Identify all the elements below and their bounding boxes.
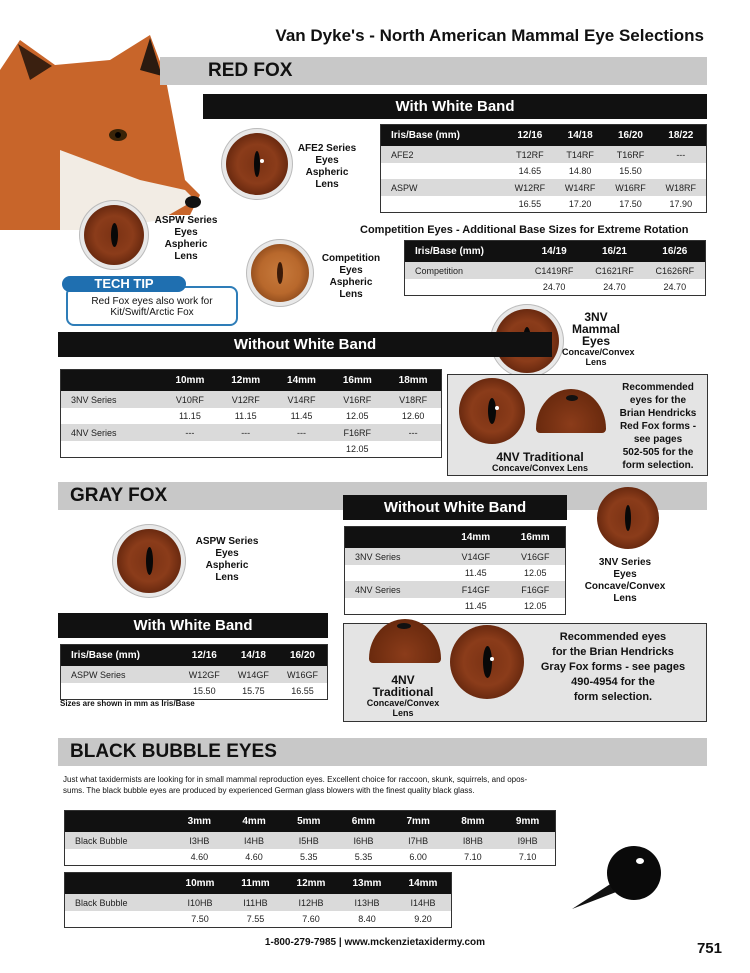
red-fox-section-bar <box>160 57 707 85</box>
table-header: 18mm <box>385 370 441 391</box>
aspw-eye-image <box>84 205 144 265</box>
table-header: Iris/Base (mm) <box>381 125 505 146</box>
item-price: 14.80 <box>568 166 592 176</box>
table-row <box>61 683 327 699</box>
gray-fox-without-band-table <box>344 526 566 615</box>
caption-line: Aspheric <box>205 560 249 571</box>
item-code: F14GF <box>446 581 506 598</box>
table-header: 11mm <box>228 873 283 894</box>
recommend-line: Recommended eyes <box>559 631 667 643</box>
table-row <box>381 196 706 212</box>
caption-line: Competition <box>321 253 381 264</box>
caption-line: Lens <box>585 357 607 367</box>
row-name: AFE2 <box>381 146 505 163</box>
tech-tip-text <box>68 288 236 318</box>
item-price: 7.55 <box>246 914 265 924</box>
caption-line: Lens <box>215 572 239 583</box>
gray-fox-without-band-title: Without White Band <box>343 495 567 520</box>
item-code: T14RF <box>555 146 605 163</box>
black-bubble-section-title: BLACK BUBBLE EYES <box>70 741 277 762</box>
table-header: 16mm <box>329 370 385 391</box>
table-header: 14/19 <box>524 241 584 262</box>
row-name: 4NV Series <box>61 424 162 441</box>
gray-fox-section-title: GRAY FOX <box>70 485 168 506</box>
caption-line: ASPW Series <box>154 215 218 226</box>
item-code: I8HB <box>446 832 501 849</box>
caption-line: Eyes <box>339 265 363 276</box>
table-header: 12mm <box>218 370 274 391</box>
table-header: 14mm <box>395 873 451 894</box>
row-name: ASPW Series <box>61 666 180 683</box>
red-fox-recommend-text <box>612 381 704 472</box>
gray-fox-recommend-text <box>528 630 698 705</box>
table-header <box>65 873 172 894</box>
red-fox-without-band-table <box>60 369 442 458</box>
item-code: V14RF <box>274 391 330 408</box>
red-fox-with-band-title: With White Band <box>203 94 707 119</box>
pupil-icon <box>111 223 118 247</box>
caption-line: Lens <box>339 289 363 300</box>
item-price: 5.35 <box>354 852 373 862</box>
glint-icon <box>260 159 264 163</box>
item-code: I10HB <box>172 894 228 911</box>
recommend-line: 490-4954 for the <box>571 676 655 688</box>
table-row <box>65 894 451 911</box>
item-code: W16RF <box>605 179 655 196</box>
item-code: W14RF <box>555 179 605 196</box>
caption-line: Concave/Convex <box>562 347 635 357</box>
item-price: 11.45 <box>464 568 487 578</box>
table-header: 12mm <box>283 873 339 894</box>
competition-title: Competition Eyes - Additional Base Sizes for Extreme Rotation <box>360 224 689 236</box>
item-code: T12RF <box>505 146 555 163</box>
item-code: --- <box>274 424 330 441</box>
caption-line: Lens <box>613 593 637 604</box>
item-price: 12.05 <box>523 601 547 611</box>
recommend-line: form selection. <box>573 691 653 703</box>
table-header <box>65 811 172 832</box>
item-price: 15.50 <box>619 166 642 176</box>
item-code: F16RF <box>329 424 385 441</box>
table-header: 7mm <box>391 811 446 832</box>
page-number: 751 <box>696 940 722 957</box>
table-row <box>61 666 327 683</box>
table-row <box>381 146 706 163</box>
item-code: --- <box>656 146 706 163</box>
tip-line: Kit/Swift/Arctic Fox <box>110 307 194 318</box>
item-code: W18RF <box>656 179 706 196</box>
table-row <box>61 424 441 441</box>
gray-fox-4nv-eye-image <box>450 625 524 699</box>
tip-line: Red Fox eyes also work for <box>91 296 213 307</box>
caption-line: 4NV Traditional <box>496 450 584 464</box>
table-header: 3mm <box>172 811 227 832</box>
red-fox-4nv-eye-image <box>459 378 525 444</box>
recommend-line: Red Fox forms - <box>619 421 697 432</box>
row-name: 3NV Series <box>61 391 162 408</box>
table-header: 16/20 <box>278 645 327 666</box>
dome-pupil-icon <box>566 395 578 401</box>
gray-fox-3nv-eye-image <box>597 487 659 549</box>
table-header: 14/18 <box>555 125 605 146</box>
pupil-icon <box>488 398 496 424</box>
black-bubble-description <box>63 774 703 796</box>
recommend-line: form selection. <box>622 460 694 471</box>
recommend-line: Brian Hendricks <box>619 408 697 419</box>
item-price: 7.60 <box>302 914 320 924</box>
item-code: --- <box>218 424 274 441</box>
caption-line: Eyes <box>174 227 198 238</box>
item-code: --- <box>385 424 441 441</box>
pupil-icon <box>146 547 153 575</box>
caption-line: 3NV Series <box>598 557 652 568</box>
table-header: 12/16 <box>180 645 229 666</box>
item-code: F16GF <box>506 581 566 598</box>
caption-line: Concave/Convex <box>584 581 666 592</box>
item-code: I9HB <box>500 832 555 849</box>
item-code: I3HB <box>172 832 227 849</box>
footer-contact: 1-800-279-7985 | www.mckenzietaxidermy.com <box>264 937 486 948</box>
caption-line: AFE2 Series <box>297 143 357 154</box>
table-header: 16/21 <box>584 241 644 262</box>
gray-fox-4nv-caption <box>356 674 450 718</box>
item-price: 6.00 <box>409 852 427 862</box>
table-row <box>61 391 441 408</box>
table-header: Iris/Base (mm) <box>61 645 180 666</box>
table-header: 10mm <box>172 873 228 894</box>
item-price: 11.15 <box>234 411 257 421</box>
item-price: 15.50 <box>193 686 216 696</box>
item-price <box>218 441 274 457</box>
caption-line: Lens <box>174 251 198 262</box>
caption-line: Aspheric <box>164 239 208 250</box>
item-price <box>656 163 706 179</box>
gray-fox-aspw-caption <box>192 536 262 584</box>
row-name: 3NV Series <box>345 548 446 565</box>
pupil-icon <box>254 151 260 177</box>
item-price: 17.50 <box>619 199 642 209</box>
sizes-note: Sizes are shown in mm as Iris/Base <box>60 699 195 708</box>
tech-tip-box <box>66 286 238 326</box>
item-price: 7.50 <box>191 914 209 924</box>
table-row <box>345 598 565 614</box>
item-price: 24.70 <box>542 282 566 292</box>
table-row <box>345 548 565 565</box>
table-row <box>61 441 441 457</box>
item-price: 9.20 <box>414 914 432 924</box>
competition-table <box>404 240 706 296</box>
competition-caption <box>318 253 384 301</box>
item-price: 7.10 <box>464 852 482 862</box>
description-line: sums. The black bubble eyes are produced by experienced German glass blowers with the finest quality black glass. <box>63 786 475 795</box>
description-line: Just what taxidermists are looking for in small mammal reproduction eyes. Excellent choice for raccoon, skunk, squirrels, and opos- <box>63 775 528 784</box>
recommend-line: Gray Fox forms - see pages <box>540 661 686 673</box>
item-code: I5HB <box>281 832 336 849</box>
item-price: 12.05 <box>523 568 547 578</box>
red-fox-3nv-caption <box>562 310 635 367</box>
table-header: 14mm <box>274 370 330 391</box>
item-code: V18RF <box>385 391 441 408</box>
table-row <box>65 832 555 849</box>
caption-line: Lens <box>392 708 414 718</box>
table-header: 16mm <box>506 527 566 548</box>
item-code: V14GF <box>446 548 506 565</box>
caption-line: Concave/Convex Lens <box>491 463 589 473</box>
glint-icon <box>495 406 499 410</box>
table-header: 13mm <box>339 873 395 894</box>
pupil-icon <box>483 646 492 678</box>
item-price: 8.40 <box>358 914 376 924</box>
table-row <box>381 179 706 196</box>
item-code: I6HB <box>336 832 391 849</box>
item-price <box>162 441 218 457</box>
table-header: 14mm <box>446 527 506 548</box>
red-fox-with-band-table <box>380 124 707 213</box>
item-code: I11HB <box>228 894 283 911</box>
item-price: 5.35 <box>299 852 318 862</box>
caption-line: Eyes <box>613 569 637 580</box>
competition-eye-image <box>251 244 309 302</box>
item-code: V12RF <box>218 391 274 408</box>
gray-fox-aspw-eye-image <box>117 529 181 593</box>
item-price: 24.70 <box>663 282 687 292</box>
row-name: Black Bubble <box>65 832 172 849</box>
table-header: 18/22 <box>656 125 706 146</box>
item-code: I14HB <box>395 894 451 911</box>
item-price: 4.60 <box>245 852 263 862</box>
caption-line: ASPW Series <box>195 536 259 547</box>
dome-pupil-icon <box>397 623 411 629</box>
item-price: 4.60 <box>190 852 209 862</box>
pupil-icon <box>277 262 283 284</box>
red-fox-4nv-caption <box>470 451 610 473</box>
caption-line: Traditional <box>372 685 434 699</box>
item-price: 14.65 <box>518 166 542 176</box>
red-fox-section-title: RED FOX <box>208 60 293 81</box>
item-code: I4HB <box>227 832 282 849</box>
caption-line: Eyes <box>215 548 239 559</box>
caption-line: Aspheric <box>329 277 373 288</box>
table-header: 12/16 <box>505 125 555 146</box>
item-price: 24.70 <box>603 282 626 292</box>
pupil-icon <box>625 505 631 531</box>
table-header: Iris/Base (mm) <box>405 241 524 262</box>
item-price: 12.05 <box>346 411 369 421</box>
row-name: 4NV Series <box>345 581 446 598</box>
black-bubble-section-bar <box>58 738 707 766</box>
item-price: 12.05 <box>346 444 369 454</box>
black-bubble-table-2 <box>64 872 452 928</box>
recommend-line: see pages <box>633 434 683 445</box>
recommend-line: for the Brian Hendricks <box>552 646 674 658</box>
table-header: 10mm <box>162 370 218 391</box>
item-code: I13HB <box>339 894 395 911</box>
table-header <box>345 527 446 548</box>
red-fox-without-band-title: Without White Band <box>58 332 552 357</box>
afe2-eye-image <box>226 133 288 195</box>
item-code: C1419RF <box>524 262 584 279</box>
table-header: 9mm <box>500 811 555 832</box>
row-name: Black Bubble <box>65 894 172 911</box>
table-row <box>345 581 565 598</box>
item-price: 7.10 <box>518 852 537 862</box>
black-bubble-eye-image <box>568 843 668 913</box>
item-price: 15.75 <box>242 686 265 696</box>
caption-line: Eyes <box>315 155 339 166</box>
table-header: 6mm <box>336 811 391 832</box>
table-header: 8mm <box>446 811 501 832</box>
gray-fox-with-band-title: With White Band <box>58 613 328 638</box>
item-code: V16RF <box>329 391 385 408</box>
table-row <box>65 849 555 865</box>
caption-line: Aspheric <box>305 167 349 178</box>
afe2-caption <box>295 143 359 191</box>
item-price <box>274 441 330 457</box>
gray-fox-with-band-table <box>60 644 328 700</box>
item-code: W14GF <box>229 666 278 683</box>
glint-icon <box>490 657 494 661</box>
recommend-line: 502-505 for the <box>622 447 694 458</box>
item-price: 11.45 <box>464 601 487 611</box>
item-code: I12HB <box>283 894 339 911</box>
caption-line: Concave/Convex <box>366 698 440 708</box>
item-price: 16.55 <box>291 686 314 696</box>
row-name: ASPW <box>381 179 505 196</box>
caption-line: 4NV <box>391 673 415 687</box>
tech-tip-label: TECH TIP <box>62 276 186 292</box>
table-row <box>65 911 451 927</box>
table-header: 14/18 <box>229 645 278 666</box>
table-row <box>345 565 565 581</box>
item-code: W12GF <box>180 666 229 683</box>
item-price: 17.90 <box>669 199 693 209</box>
item-price: 17.20 <box>568 199 592 209</box>
caption-line: Lens <box>315 179 339 190</box>
table-header: 16/20 <box>605 125 655 146</box>
aspw-caption <box>150 215 222 263</box>
item-code: V10RF <box>162 391 218 408</box>
recommend-line: Recommended <box>622 382 694 393</box>
item-price: 12.60 <box>401 411 425 421</box>
item-code: C1626RF <box>645 262 705 279</box>
recommend-line: eyes for the <box>629 395 687 406</box>
table-row <box>405 262 705 279</box>
item-code: T16RF <box>605 146 655 163</box>
item-code: --- <box>162 424 218 441</box>
item-code: V16GF <box>506 548 566 565</box>
item-code: I7HB <box>391 832 446 849</box>
table-header: 4mm <box>227 811 282 832</box>
table-row <box>381 163 706 179</box>
table-header <box>61 370 162 391</box>
item-code: C1621RF <box>584 262 644 279</box>
item-code: W12RF <box>505 179 555 196</box>
table-row <box>61 408 441 424</box>
gray-fox-3nv-caption <box>580 557 670 605</box>
item-price: 11.15 <box>178 411 201 421</box>
table-row <box>405 279 705 295</box>
caption-line: 3NV Mammal <box>571 310 621 336</box>
item-price: 11.45 <box>290 411 313 421</box>
black-bubble-table-1 <box>64 810 556 866</box>
item-code: W16GF <box>278 666 327 683</box>
caption-line: Eyes <box>581 334 611 348</box>
item-price: 16.55 <box>518 199 542 209</box>
page-title: Van Dyke's - North American Mammal Eye Selections <box>275 26 704 45</box>
row-name: Competition <box>405 262 524 279</box>
item-price <box>385 441 441 457</box>
table-header: 5mm <box>281 811 336 832</box>
table-header: 16/26 <box>645 241 705 262</box>
